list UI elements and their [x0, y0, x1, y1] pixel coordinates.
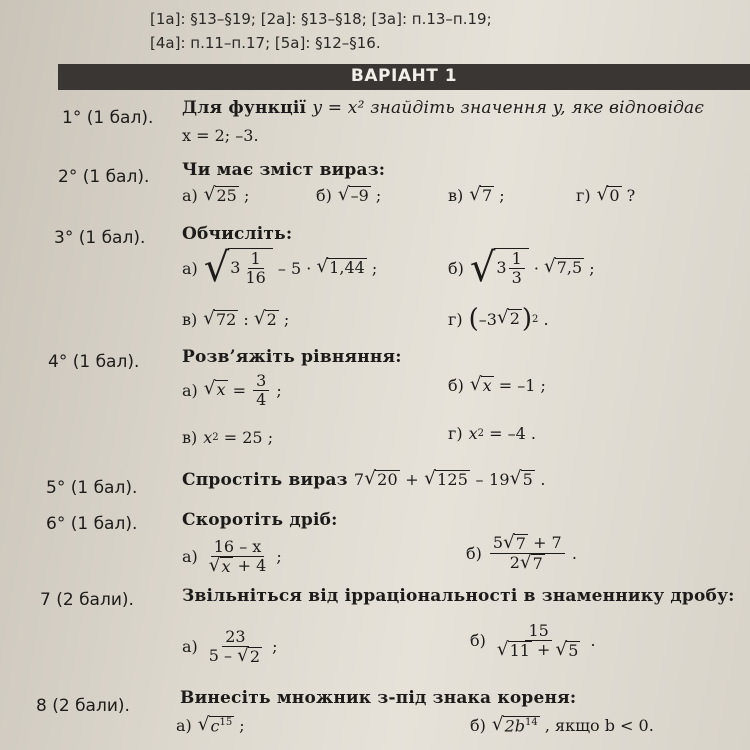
task-4-item-v: в) x 2 = 25 ; [182, 428, 274, 447]
task-2-text: Чи має зміст вираз: [182, 160, 386, 180]
task-4-item-b: б) √ x = –1 ; [448, 374, 546, 396]
task-2-item-g: г) √ 0 ? [576, 184, 636, 206]
task-1-formula: y = x² знайдіть значення y, яке відповідає [312, 98, 705, 118]
task-2-item-a: а) √ 25 ; [182, 184, 250, 206]
task-1-text [182, 98, 704, 118]
task-8-number: 8 (2 бали). [36, 696, 130, 716]
task-3-item-g: г) ( –3 √ 2 ) 2 . [448, 304, 549, 334]
task-3-text: Обчисліть: [182, 224, 293, 244]
task-3-number: 3° (1 бал). [54, 228, 146, 248]
task-5-number: 5° (1 бал). [46, 478, 138, 498]
task-4-number: 4° (1 бал). [48, 352, 140, 372]
task-3-item-v: в) √ 72 : √ 2 ; [182, 308, 290, 330]
task-2-item-v: в) √ 7 ; [448, 184, 505, 206]
task-4-item-a: а) √ x = $\frac{3}{4}$ ; [182, 371, 282, 409]
task-2-number: 2° (1 бал). [58, 167, 150, 187]
task-5-text: Спростіть вираз 7 √ 20 + √ 125 – 19 √ 5 . [182, 468, 546, 490]
task-6-number: 6° (1 бал). [46, 514, 138, 534]
references-line-2: [4а]: п.11–п.17; [5а]: §12–§16. [150, 34, 381, 52]
task-4-item-g: г) x 2 = –4 . [448, 424, 536, 443]
task-4-text: Розв’яжіть рівняння: [182, 347, 402, 367]
task-2-item-b: б) √ –9 ; [316, 184, 382, 206]
task-6-item-b: б) 5 √ 7 + 7 2 √ 7 . [466, 532, 577, 574]
references-line-1: [1а]: §13–§19; [2а]: §13–§18; [3а]: п.13–п.19; [150, 10, 492, 28]
task-7-number: 7 (2 бали). [40, 590, 134, 610]
task-1-number: 1° (1 бал). [62, 108, 154, 128]
variant-banner [58, 64, 750, 90]
task-1-values: x = 2; –3. [182, 126, 259, 145]
task-7-item-a: а) 23 5 – √ 2 ; [182, 627, 278, 666]
task-6-text: Скоротіть дріб: [182, 510, 338, 530]
task-8-text: Винесіть множник з-під знака кореня: [180, 688, 577, 708]
task-8-item-b: б) √ $2b^{14}$ , якщо b < 0. [470, 714, 654, 736]
task-3-item-b: б) √ 3 $\frac{1}{3}$ · √ 7,5 ; [448, 245, 595, 291]
task-7-text: Звільніться від ірраціональності в знаменнику дробу: [182, 586, 735, 606]
task-3-item-a: а) √ 3 $\frac{1}{16}$ – 5 · √ 1,44 ; [182, 245, 378, 291]
variant-title: ВАРІАНТ 1 [350, 66, 458, 86]
task-7-item-b: б) 15 √ 11 + √ 5 . [470, 621, 596, 660]
task-8-item-a: а) √ $c^{15}$ ; [176, 714, 245, 736]
task-1-label: Для функції [182, 98, 307, 118]
task-6-item-a: а) 16 – x √ x + 4 ; [182, 537, 282, 576]
